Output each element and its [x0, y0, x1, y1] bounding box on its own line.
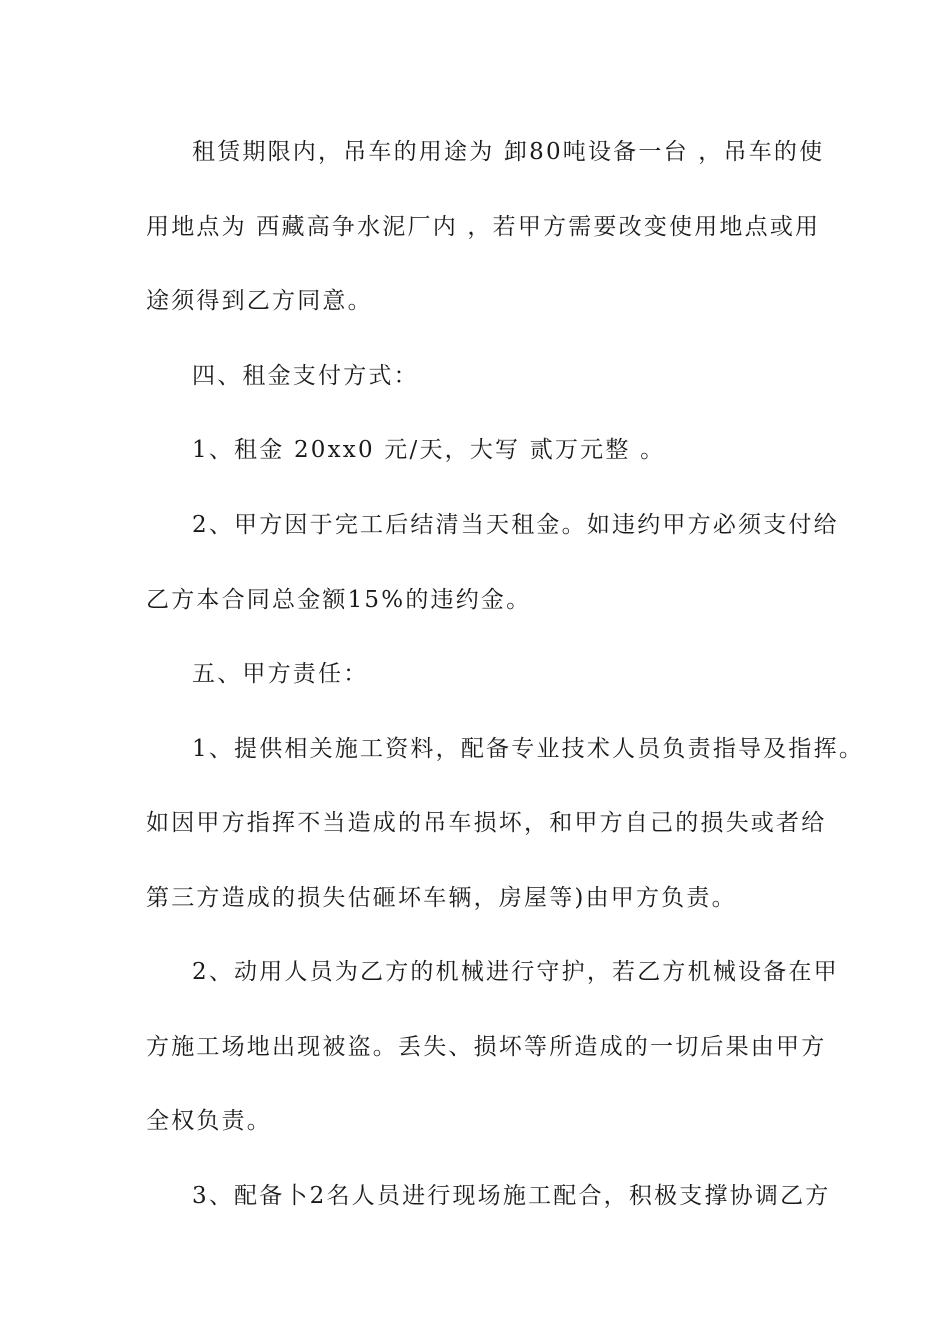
section-heading-party-a-duties: 五、甲方责任：	[192, 661, 369, 687]
paragraph-rental-use-line-1: 租赁期限内，吊车的用途为 卸80吨设备一台 ，吊车的使	[192, 139, 825, 165]
clause-duty-2-line-1: 2、动用人员为乙方的机械进行守护，若乙方机械设备在甲	[192, 959, 839, 985]
clause-duty-1-line-2: 如因甲方指挥不当造成的吊车损坏，和甲方自己的损失或者给	[146, 810, 827, 836]
clause-duty-2-line-3: 全权负责。	[146, 1108, 272, 1134]
section-heading-rent-payment: 四、租金支付方式：	[192, 363, 419, 389]
clause-duty-2-line-2: 方施工场地出现被盗。丢失、损坏等所造成的一切后果由甲方	[146, 1034, 827, 1060]
paragraph-rental-use-line-2: 用地点为 西藏高争水泥厂内 ，若甲方需要改变使用地点或用	[146, 214, 821, 240]
clause-duty-1-line-3: 第三方造成的损失估砸坏车辆，房屋等)由甲方负责。	[146, 885, 737, 911]
clause-duty-1-line-1: 1、提供相关施工资料，配备专业技术人员负责指导及指挥。	[192, 736, 865, 762]
clause-rent-amount: 1、租金 20xx0 元/天，大写 贰万元整 。	[192, 437, 666, 463]
clause-duty-3-line-1: 3、配备卜2名人员进行现场施工配合，积极支撑协调乙方	[192, 1183, 831, 1209]
clause-rent-settlement-line-1: 2、甲方因于完工后结清当天租金。如违约甲方必须支付给	[192, 512, 839, 538]
clause-rent-settlement-line-2: 乙方本合同总金额15%的违约金。	[146, 587, 532, 613]
paragraph-rental-use-line-3: 途须得到乙方同意。	[146, 288, 373, 314]
